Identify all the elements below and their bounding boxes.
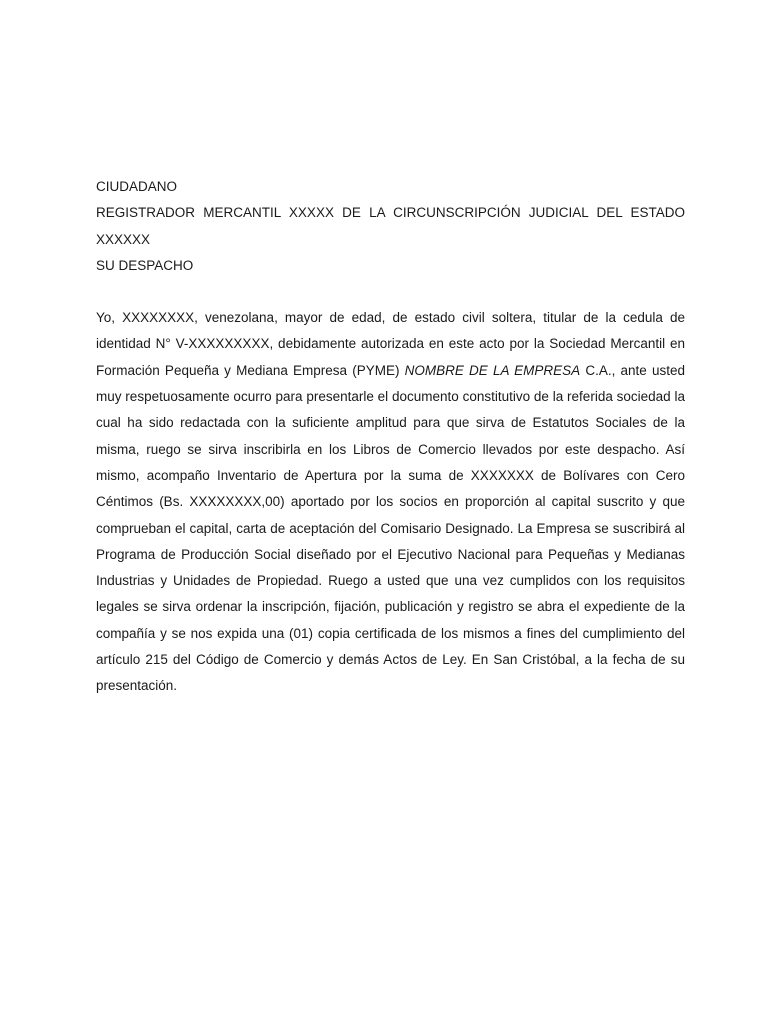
document-content bbox=[96, 174, 685, 700]
body-text-part2: C.A., ante usted muy respetuosamente ocurro para presentarle el documento constitutivo de la referida sociedad la cual ha sido redactada con la suficiente amplitud para que sirva de Estatutos Sociales de la misma, ruego se sirva inscribirla en los Libros de Comercio llevados por este despacho. Así mismo, acompaño Inventario de Apertura por la suma de XXXXXXX de Bolívares con Cero Céntimos (Bs. XXXXXXXX,00) aportado por los socios en proporción al capital suscrito y que comprueban el capital, carta de aceptación del Comisario Designado. La Empresa se suscribirá al Programa de Producción Social diseñado por el Ejecutivo Nacional para Pequeñas y Medianas Industrias y Unidades de Propiedad. Ruego a usted que una vez cumplidos con los requisitos legales se sirva ordenar la inscripción, fijación, publicación y registro se abra el expediente de la compañía y se nos expida una (01) copia certificada de los mismos a fines del cumplimiento del artículo 215 del Código de Comercio y demás Actos de Ley. En San Cristóbal, a la fecha de su presentación. bbox=[96, 362, 685, 694]
body-text-part1: Yo, XXXXXXXX, venezolana, mayor de edad, de estado civil soltera, titular de la cedula de identidad N° V-XXXXXXXXX, debidamente autorizada en este acto por la Sociedad Mercantil en Formación Pequeña y Mediana Empresa (PYME) bbox=[96, 310, 685, 378]
addressee-title: CIUDADANO bbox=[96, 179, 178, 194]
letter-body bbox=[96, 305, 685, 699]
company-name: NOMBRE DE LA EMPRESA bbox=[404, 362, 581, 378]
addressee-closing: SU DESPACHO bbox=[96, 257, 194, 273]
addressee-block bbox=[96, 174, 685, 279]
addressee-office: REGISTRADOR MERCANTIL XXXXX DE LA CIRCUNSCRIPCIÓN JUDICIAL DEL ESTADO XXXXXX bbox=[96, 205, 685, 247]
